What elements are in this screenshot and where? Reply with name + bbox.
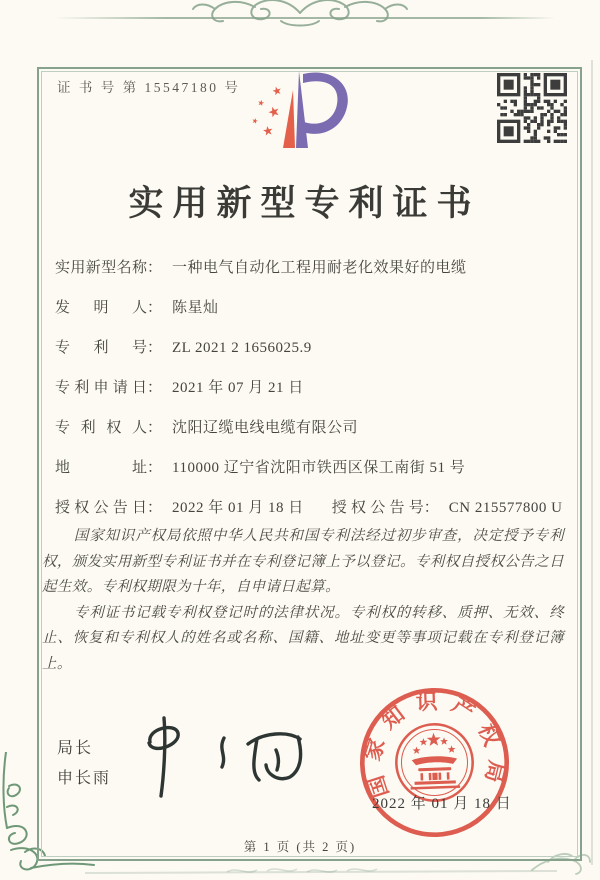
official-seal-icon [349,677,520,848]
grant-date-group: 授权公告日： 2022 年 01 月 18 日 [55,500,304,516]
seal-date: 2022 年 01 月 18 日 [372,796,512,812]
certificate-title: 实用新型专利证书 [128,184,481,223]
field-row-inventor: 发明人： 陈星灿 [55,288,570,328]
field-value: ZL 2021 2 1656025.9 [172,340,312,356]
seal-text: 国家知识产权局 [360,689,509,801]
field-label: 专利申请日 [55,380,147,396]
page-footer: 第 1 页 (共 2 页) [243,840,357,854]
field-row-filing-date: 专利申请日： 2021 年 07 月 21 日 [55,368,570,408]
field-value: 2022 年 01 月 18 日 [172,500,304,516]
cnipa-logo-icon [240,64,360,166]
field-value: CN 215577800 U [448,500,563,516]
field-row-grant [55,488,570,528]
field-label: 专利号 [55,340,147,356]
certificate-fields [55,248,570,528]
underpage-bottom-ornament-icon [222,864,382,878]
legal-paragraph: 专利证书记载专利权登记时的法律状况。专利权的转移、质押、无效、终止、恢复和专利权人的姓名或名称、国籍、地址变更等事项记载在专利登记簿上。 [42,604,564,672]
legal-text [42,524,564,677]
field-value: 沈阳辽缆电线电缆有限公司 [172,420,359,436]
field-label: 地址 [55,460,147,476]
grant-number-group: 授权公告号： CN 215577800 U [332,500,563,516]
field-label: 授权公告号 [331,500,424,516]
field-label: 发明人 [55,300,147,316]
field-value: 2021 年 07 月 21 日 [172,380,304,396]
director-block [57,734,111,794]
field-value: 110000 辽宁省沈阳市铁西区保工南街 51 号 [172,460,466,476]
field-value: 陈星灿 [172,300,219,316]
dragon-ornament-icon [185,0,415,31]
field-row-patent-number: 专利号： ZL 2021 2 1656025.9 [55,328,570,368]
director-name: 申长雨 [57,770,112,787]
field-label: 实用新型名称 [55,260,147,276]
handwritten-signature-icon [128,712,323,804]
legal-paragraph: 国家知识产权局依照中华人民共和国专利法经过初步审查，决定授予专利权，颁发实用新型专利证书并在专利登记簿上予以登记。专利权自授权公告之日起生效。专利权期限为十年，自申请日起算。 [42,528,564,595]
director-title: 局长 [57,740,94,757]
field-row-address: 地址： 110000 辽宁省沈阳市铁西区保工南街 51 号 [55,448,570,488]
qr-code [497,73,567,143]
field-label: 专利权人 [55,420,147,436]
field-label: 授权公告日 [55,500,147,516]
field-value: 一种电气自动化工程用耐老化效果好的电缆 [172,260,467,276]
field-row-patentee: 专利权人： 沈阳辽缆电线电缆有限公司 [55,408,570,448]
certificate-number: 证 书 号 第 15547180 号 [57,80,241,95]
field-row-name: 实用新型名称： 一种电气自动化工程用耐老化效果好的电缆 [55,248,570,288]
